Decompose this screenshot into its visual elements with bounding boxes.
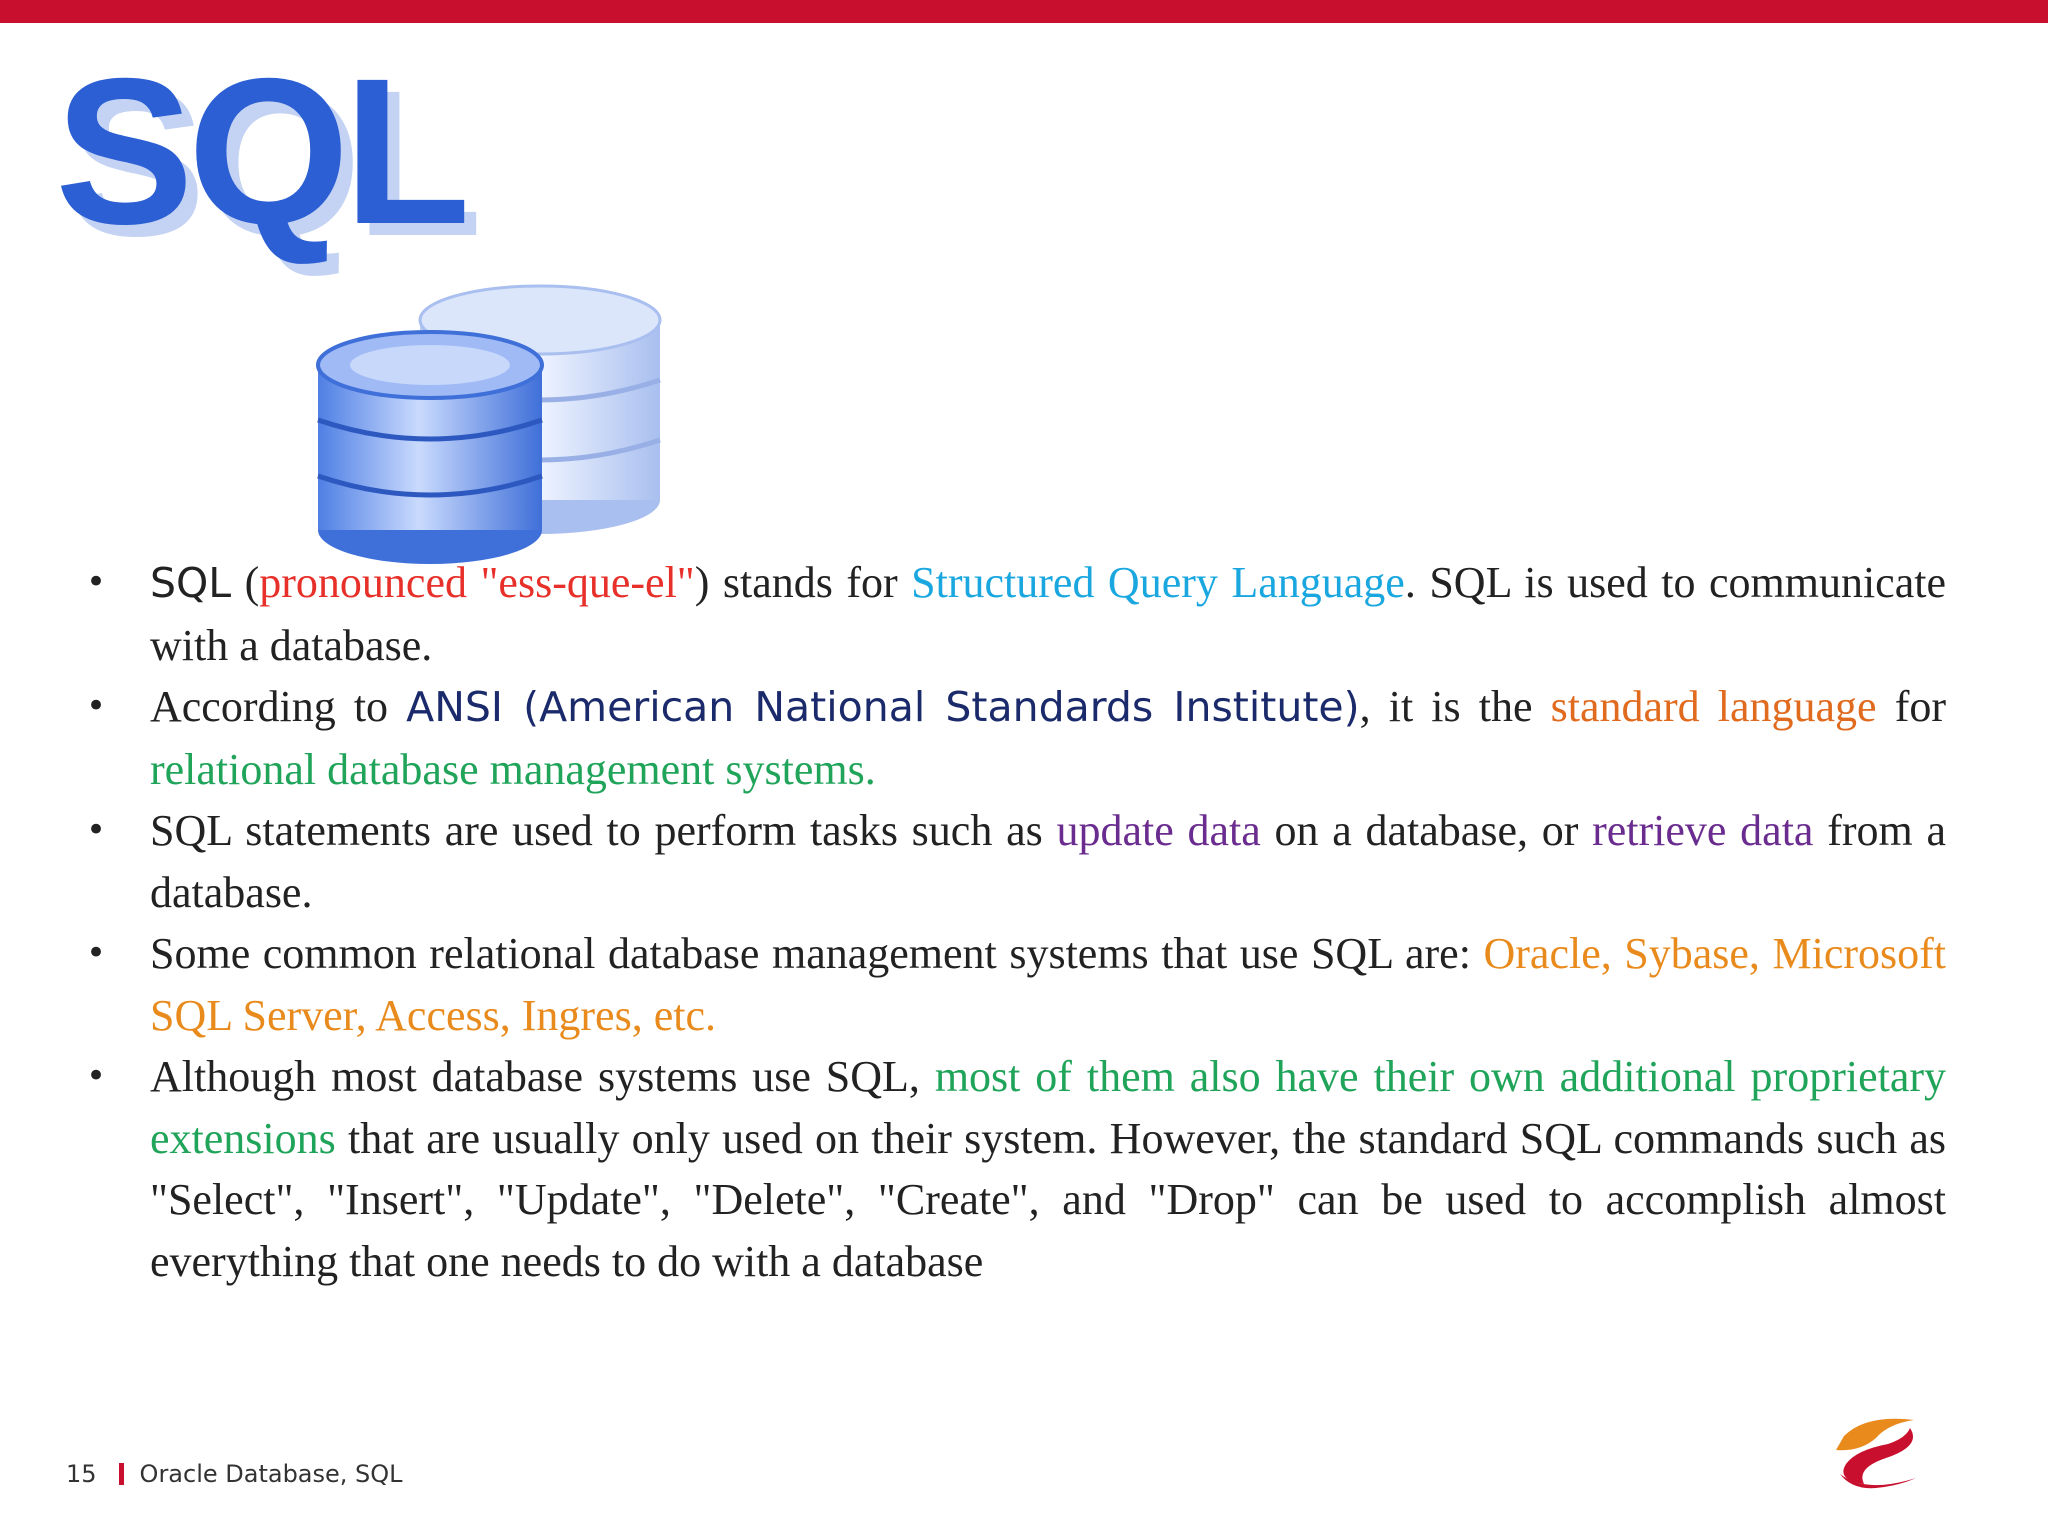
bullet-text-segment: pronounced "ess-que-el": [259, 558, 695, 607]
database-cylinders-icon: [315, 280, 675, 590]
bullet-item: [80, 676, 1946, 800]
bullet-text-segment: on a database, or: [1260, 806, 1593, 855]
bullet-text-segment: Structured Query Language: [911, 558, 1405, 607]
sql-logo: [55, 36, 635, 510]
bullet-text-segment: According to: [150, 682, 407, 731]
bullet-dot-icon: •: [86, 933, 107, 973]
bullet-text-segment: standard language: [1550, 682, 1877, 731]
bullet-dot-icon: •: [86, 1056, 107, 1096]
bullet-text-segment: for: [1876, 682, 1947, 731]
bullet-text-segment: SQL: [150, 559, 232, 607]
bullet-text-segment: most of them also have their own additional proprietary extensions: [150, 1052, 1947, 1163]
slide-body: [80, 552, 1946, 1292]
bullet-text-segment: update data: [1056, 806, 1261, 855]
bullet-text-segment: Oracle, Sybase, Microsoft SQL Server, Access, Ingres, etc.: [150, 929, 1946, 1040]
slide-footer: [66, 1460, 403, 1488]
bullet-text-segment: relational database management systems.: [150, 744, 876, 794]
brand-s-logo-icon: [1826, 1414, 1926, 1494]
bullet-text-segment: ANSI (American National Standards Institute): [406, 683, 1360, 731]
footer-title: Oracle Database, SQL: [139, 1460, 403, 1488]
bullet-item: [80, 1046, 1946, 1292]
bullet-item: [80, 923, 1946, 1046]
bullet-text-segment: that are usually only used on their system. However, the standard SQL commands such as "Select", "Insert", "Update", "Delete", "Create", and "Drop" can be used to accomplish almost everything that one needs to do with a database: [150, 1113, 1946, 1286]
bullet-text-segment: (: [231, 558, 260, 607]
bullet-text-segment: retrieve data: [1592, 806, 1814, 855]
footer-separator: [119, 1463, 124, 1485]
bullet-text-segment: from a database.: [150, 806, 1946, 917]
bullet-text-segment: Although most database systems use SQL,: [150, 1052, 935, 1101]
bullet-item: [80, 552, 1946, 676]
bullet-text-segment: Some common relational database management systems that use SQL are:: [150, 929, 1484, 978]
bullet-text-segment: ) stands for: [694, 558, 912, 607]
bullet-dot-icon: •: [86, 686, 107, 726]
bullet-item: [80, 800, 1946, 923]
bullet-text-segment: SQL statements are used to perform tasks such as: [150, 806, 1057, 855]
bullet-text-segment: , it is the: [1359, 682, 1551, 731]
front-cylinder: [318, 332, 542, 564]
bullet-text-segment: . SQL is used to communicate with a database.: [150, 558, 1946, 670]
sql-logo-text: SQL: [55, 36, 465, 268]
bullet-list: [80, 552, 1946, 1292]
bullet-dot-icon: •: [86, 562, 107, 602]
bullet-dot-icon: •: [86, 810, 107, 850]
page-number: 15: [66, 1460, 97, 1488]
top-accent-bar: [0, 0, 2048, 23]
